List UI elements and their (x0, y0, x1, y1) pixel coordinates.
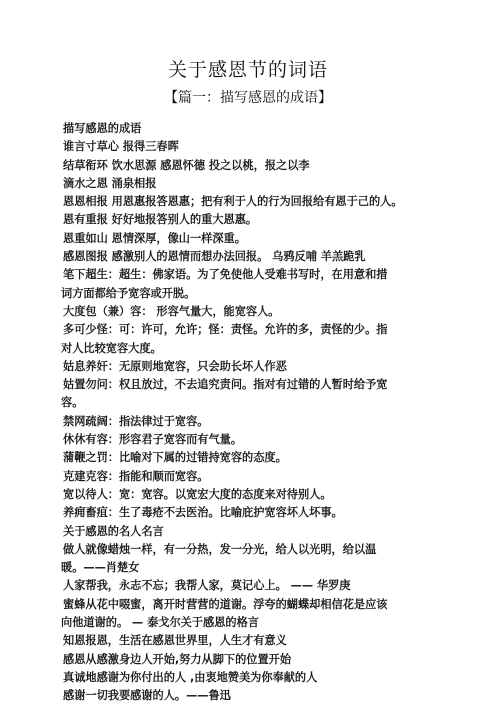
body-text (63, 120, 463, 706)
text-line: 真诚地感谢为你付出的人 ,由衷地赞美为你奉献的人 (63, 670, 318, 684)
text-line: 描写感恩的成语 (63, 122, 142, 135)
text-line: 蜜蜂从花中啜蜜，离开时营营的道谢。浮夸的蝴蝶却相信花是应该 (63, 597, 388, 611)
text-line: 蒲鞭之罚：比喻对下属的过错持宽容的态度。 (63, 451, 287, 465)
text-line: 恩恩相报 用恩惠报答恩惠；把有利于人的行为回报给有恩于己的人。 (63, 195, 403, 209)
text-line: 感谢一切我要感谢的人。——鲁迅 (63, 689, 231, 703)
text-line: 人家帮我，永志不忘；我帮人家，莫记心上。 —— 华罗庚 (63, 579, 351, 593)
text-line: 感恩图报 感激别人的恩情而想办法回报。 乌鸦反哺 羊羔跪乳 (63, 250, 366, 264)
text-line: 滴水之恩 涌泉相报 (63, 176, 157, 190)
page-title: 关于感恩节的词语 (167, 59, 328, 81)
text-line: 克建克容：指能和顺而宽容。 (63, 469, 209, 483)
text-line: 禁网疏阔：指法律过于宽容。 (63, 414, 209, 428)
text-line: 恩重如山 恩情深厚，像山一样深重。 (63, 231, 246, 245)
text-line: 姑置勿问：权且放过，不去追究责问。指对有过错的人暂时给予宽 (63, 378, 388, 392)
text-line: 感恩从感激身边人开始,努力从脚下的位置开始 (63, 652, 292, 666)
text-line: 对人比较宽容大度。 (61, 341, 162, 355)
section-heading: 【篇一：描写感恩的成语】 (164, 90, 332, 106)
text-line: 大度包（兼）容： 形容气量大，能宽容人。 (63, 304, 280, 318)
text-line: 养痈畜疽：生了毒疮不去医治。比喻庇护宽容坏人坏事。 (63, 506, 343, 520)
text-line: 笔下超生：超生：佛家语。为了免使他人受难书写时，在用意和措 (63, 268, 388, 282)
text-line: 知恩报恩，生活在感恩世界里，人生才有意义 (63, 634, 287, 648)
text-line: 谁言寸草心 报得三春晖 (63, 140, 179, 154)
text-line: 姑息养奸：无原则地宽容，只会助长坏人作恶 (63, 359, 287, 373)
text-line: 暖。——肖楚女 (61, 561, 140, 575)
text-line: 结草衔环 饮水思源 感恩怀德 投之以桃，报之以李 (63, 158, 310, 172)
text-line: 多可少怪：可：许可，允许；怪：责怪。允许的多，责怪的少。指 (63, 323, 388, 337)
text-line: 做人就像蜡烛一样，有一分热，发一分光，给人以光明，给以温 (63, 542, 377, 556)
text-line: 向他道谢的。 — 泰戈尔关于感恩的格言 (61, 616, 259, 630)
text-line: 容。 (61, 396, 84, 410)
text-line: 关于感恩的名人名言 (63, 524, 164, 538)
text-line: 词方面都给予宽容或开脱。 (61, 286, 196, 300)
text-line: 恩有重报 好好地报答别人的重大恩惠。 (63, 213, 258, 227)
text-line: 宽以待人：宽：宽容。以宽宏大度的态度来对待别人。 (63, 487, 332, 501)
text-line: 休休有容：形容君子宽容而有气量。 (63, 433, 243, 447)
